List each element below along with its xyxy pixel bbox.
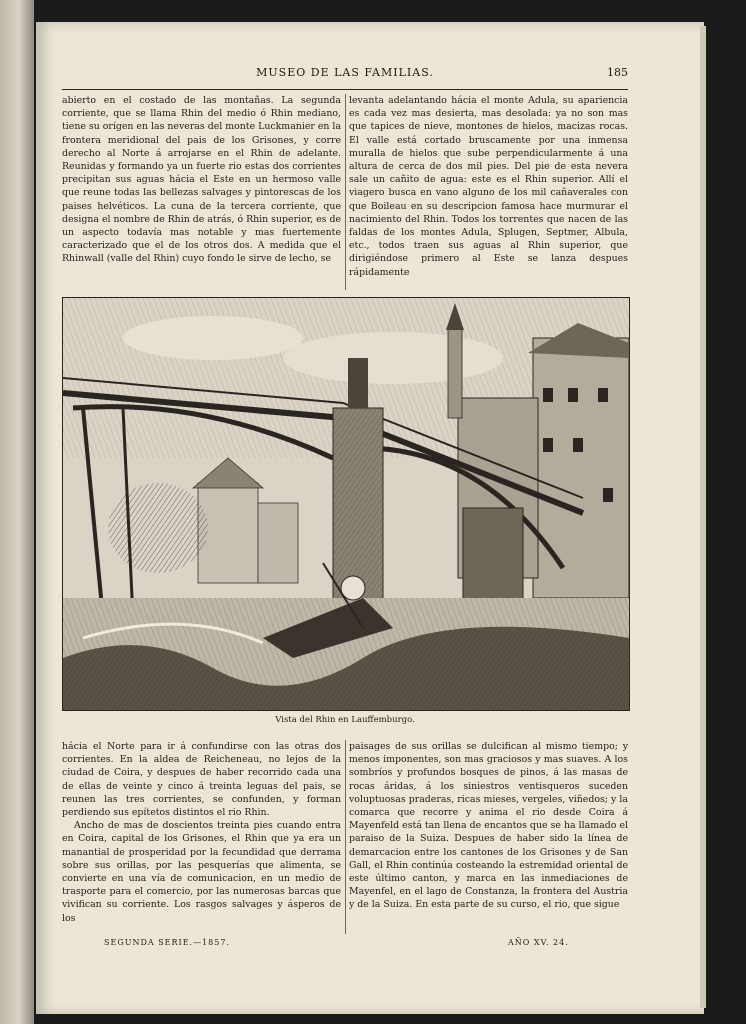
page-number: 185	[607, 66, 628, 79]
bottom-left-paragraph-2: Ancho de mas de doscientos treinta pies cuando entra en Coira, capital de los Grisones, el Rhin que ya era un manantial de prosperidad por la fecundidad que derrama sobre sus orillas, por las pesquerías que alimenta, se convierte en una vía de comunicacion, en un medio de trasporte para el comercio, por las numerosas barcas que vivifican su corriente. Los rasgos salvages y ásperos de los	[62, 820, 341, 924]
top-left-paragraph: abierto en el costado de las montañas. La segunda corriente, que se llama Rhin del medio ó Rhin mediano, tiene su orígen en las neveras del monte Luckmanier en la frontera meridional del pais de los Grisones, y corre derecho al Norte á arrojarse en el Rhin de adelante. Reunidas y formando ya un fuerte rio estas dos corrientes precipitan sus aguas hácia el Este en un hermoso valle que reune todas las bellezas salvages y pintorescas de los paises helvéticos. La cuna de la tercera corriente, que designa el nombre de Rhin de atrás, ó Rhin superior, es de un aspecto todavía mas notable y mas fuertemente caracterizado que el de los otros dos. A medida que el Rhinwall (valle del Rhin) cuyo fondo le sirve de lecho, se	[62, 95, 341, 265]
facing-page-edge	[0, 0, 34, 1024]
journal-title: MUSEO DE LAS FAMILIAS.	[256, 66, 434, 79]
column-divider-top	[345, 94, 346, 290]
page-edge	[700, 26, 706, 1008]
bottom-right-column	[349, 740, 628, 936]
top-right-paragraph: levanta adelantando hácia el monte Adula, su apariencia es cada vez mas desierta, mas desolada: ya no son mas que tapices de nieve, montones de hielos, macizas rocas. El valle está cortado bruscamente por una inmensa muralla de hielos que sube perpendicularmente á una altura de cerca de dos mil pies. Del pie de esta nevera sale un cañito de agua: este es el Rhin superior. Allí el viagero busca en vano alguno de los mil cañaverales con que Boileau en su descripcion famosa hace murmurar el nacimiento del Rhin. Todos los torrentes que nacen de las faldas de los montes Adula, Splugen, Septmer, Albula, etc., todos traen sus aguas al Rhin superior, que dirigiéndose primero al Este se lanza despues rápidamente	[349, 95, 628, 278]
engraving-drawing	[63, 298, 629, 710]
footer-series: SEGUNDA SERIE.—1857.	[104, 938, 230, 947]
running-header	[62, 64, 628, 88]
engraving-rhine-lauffenburg	[62, 297, 630, 711]
illustration-caption: Vista del Rhin en Lauffemburgo.	[275, 715, 415, 725]
footer-volume: AÑO XV. 24.	[508, 938, 569, 947]
column-divider-bottom	[345, 740, 346, 934]
top-left-column	[62, 94, 341, 292]
header-rule	[62, 89, 628, 90]
top-right-column	[349, 94, 628, 292]
bottom-left-paragraph-1: hácia el Norte para ir á confundirse con las otras dos corrientes. En la aldea de Reicheneau, no lejos de la ciudad de Coira, y despues de haber recorrido cada una de ellas de veinte y cinco á treinta leguas del pais, se reunen las tres corrientes, se confunden, y forman perdiendo sus epítetos distintos el rio Rhin.	[62, 741, 341, 819]
bottom-right-paragraph: paisages de sus orillas se dulcifican al mismo tiempo; y menos imponentes, son mas graciosos y mas suaves. A los sombríos y profundos bosques de pinos, á las masas de rocas áridas, á los siniestros ventisqueros suceden voluptuosas praderas, ricas mieses, vergeles, viñedos; y la comarca que recorre y anima el rio desde Coira á Mayenfeld está tan llena de encantos que se ha llamado el paraiso de la Suiza. Despues de haber sido la línea de demarcacion entre los cantones de los Grisones y de San Gall, el Rhin continúa costeando la estremidad oriental de este último canton, y marca en las inmediaciones de Mayenfel, en el lago de Constanza, la frontera del Austria y de la Suiza. En esta parte de su curso, el rio, que sigue	[349, 741, 628, 911]
bottom-left-column	[62, 740, 341, 936]
